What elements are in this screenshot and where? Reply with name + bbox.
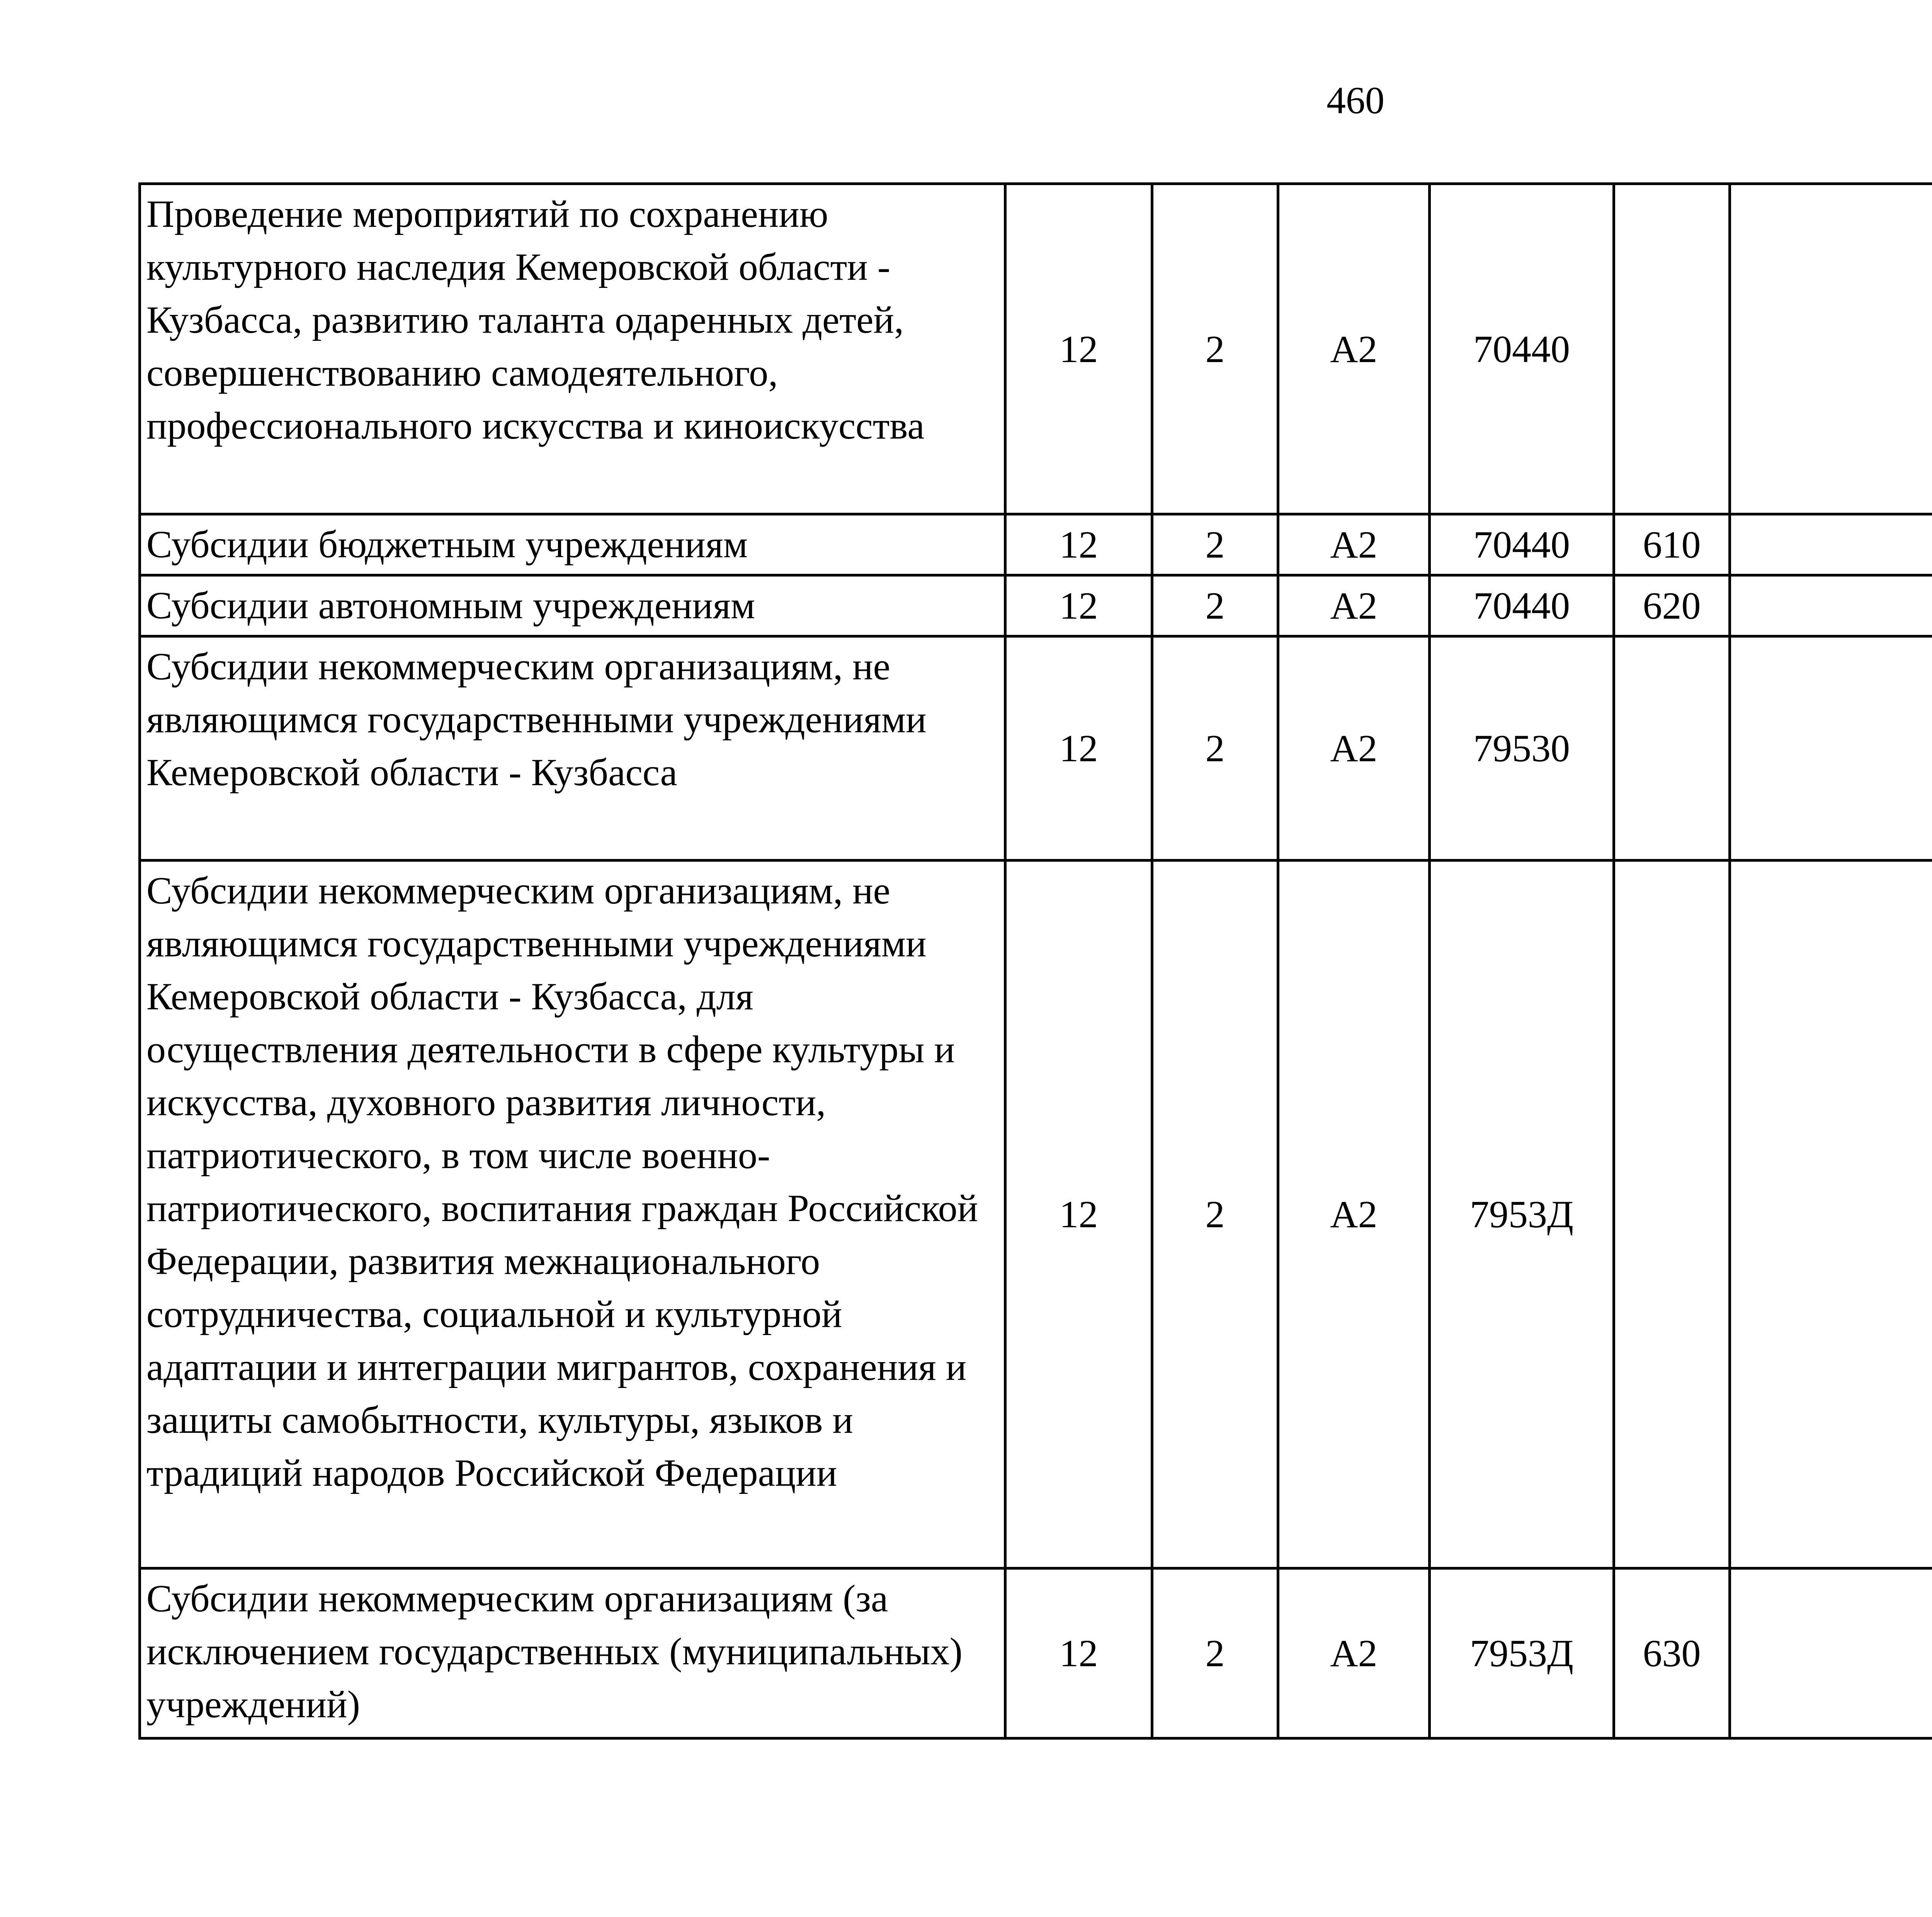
section-code: 12: [1005, 184, 1152, 514]
table-row: [140, 1568, 1932, 1738]
direction-code: 7953Д: [1430, 1568, 1614, 1738]
row-name: Субсидии автономным учреждениям: [140, 575, 1005, 636]
budget-table: [138, 182, 1932, 1740]
row-name: Субсидии некоммерческим организациям, не являющимся государственными учреждениями Кемеровской области - Кузбасса: [140, 636, 1005, 861]
amount-year-1: [1730, 1568, 1932, 1738]
expense-type-code: 610: [1614, 514, 1730, 575]
direction-code: 79530: [1430, 636, 1614, 861]
section-code: 12: [1005, 1568, 1152, 1738]
subsection-code: 2: [1152, 1568, 1278, 1738]
subsection-code: 2: [1152, 514, 1278, 575]
table-row: [140, 861, 1932, 1568]
expense-type-code: [1614, 184, 1730, 514]
expense-type-code: [1614, 636, 1730, 861]
direction-code: 7953Д: [1430, 861, 1614, 1568]
row-name: Субсидии некоммерческим организациям, не являющимся государственными учреждениями Кемеровской области - Кузбасса, для осуществления деятельности в сфере культуры и искусства, духовного развития личности, патриотического, в том числе военно-патриотического, воспитания граждан Российской Федерации, развития межнационального сотрудничества, социальной и культурной адаптации и интеграции мигрантов, сохранения и защиты самобытности, культуры, языков и традиций народов Российской Федерации: [140, 861, 1005, 1568]
section-code: 12: [1005, 514, 1152, 575]
row-name: Субсидии бюджетным учреждениям: [140, 514, 1005, 575]
program-code: А2: [1278, 636, 1430, 861]
page-number: 460: [1327, 79, 1384, 122]
amount-year-1: [1730, 184, 1932, 514]
subsection-code: 2: [1152, 184, 1278, 514]
section-code: 12: [1005, 575, 1152, 636]
amount-year-1: [1730, 575, 1932, 636]
section-code: 12: [1005, 861, 1152, 1568]
table-row: [140, 514, 1932, 575]
subsection-code: 2: [1152, 575, 1278, 636]
direction-code: 70440: [1430, 575, 1614, 636]
row-name: Проведение мероприятий по сохранению культурного наследия Кемеровской области - Кузбасса, развитию таланта одаренных детей, совершенствованию самодеятельного, профессионального искусства и киноискусства: [140, 184, 1005, 514]
subsection-code: 2: [1152, 861, 1278, 1568]
amount-year-1: [1730, 636, 1932, 861]
amount-year-1: [1730, 514, 1932, 575]
program-code: А2: [1278, 1568, 1430, 1738]
program-code: А2: [1278, 514, 1430, 575]
table-row: [140, 184, 1932, 514]
table-row: [140, 636, 1932, 861]
direction-code: 70440: [1430, 184, 1614, 514]
program-code: А2: [1278, 184, 1430, 514]
expense-type-code: 620: [1614, 575, 1730, 636]
direction-code: 70440: [1430, 514, 1614, 575]
amount-year-1: [1730, 861, 1932, 1568]
subsection-code: 2: [1152, 636, 1278, 861]
expense-type-code: [1614, 861, 1730, 1568]
row-name: Субсидии некоммерческим организациям (за исключением государственных (муниципальных) учреждений): [140, 1568, 1005, 1738]
program-code: А2: [1278, 861, 1430, 1568]
table-row: [140, 575, 1932, 636]
program-code: А2: [1278, 575, 1430, 636]
expense-type-code: 630: [1614, 1568, 1730, 1738]
section-code: 12: [1005, 636, 1152, 861]
